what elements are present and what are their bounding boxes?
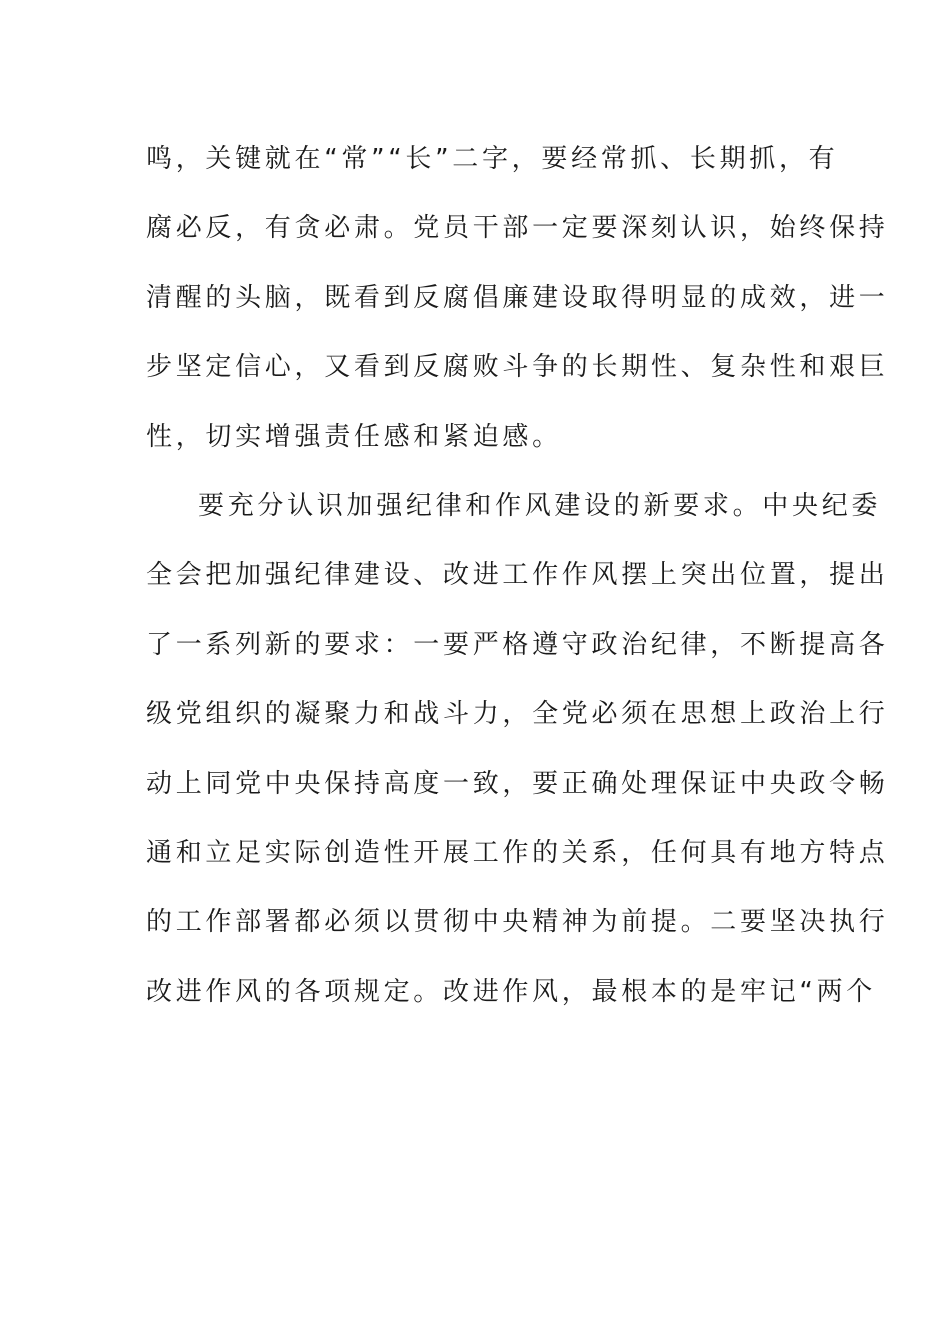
body-text: [146, 134, 889, 1036]
text-line: 鸣，关键就在“常”“长”二字，要经常抓、长期抓，有: [146, 144, 839, 174]
text-line: 性，切实增强责任感和紧迫感。: [146, 421, 562, 452]
text-line: 的工作部署都必须以贯彻中央精神为前提。二要坚决执行: [146, 907, 889, 938]
text-line: 全会把加强纪律建设、改进工作作风摆上突出位置，提出: [146, 560, 889, 591]
text-line: 级党组织的凝聚力和战斗力，全党必须在思想上政治上行: [146, 699, 889, 730]
text-line: 通和立足实际创造性开展工作的关系，任何具有地方特点: [146, 837, 889, 868]
paragraph-first-line: 要充分认识加强纪律和作风建设的新要求。中央纪委: [198, 490, 882, 521]
text-line: 动上同党中央保持高度一致，要正确处理保证中央政令畅: [146, 768, 889, 799]
text-line: 了一系列新的要求：一要严格遵守政治纪律，不断提高各: [146, 629, 889, 660]
text-line: 清醒的头脑，既看到反腐倡廉建设取得明显的成效，进一: [146, 282, 889, 313]
text-line: 改进作风的各项规定。改进作风，最根本的是牢记“两个: [146, 976, 876, 1007]
text-line: 步坚定信心，又看到反腐败斗争的长期性、复杂性和艰巨: [146, 352, 889, 383]
text-line: 腐必反，有贪必肃。党员干部一定要深刻认识，始终保持: [146, 213, 889, 244]
